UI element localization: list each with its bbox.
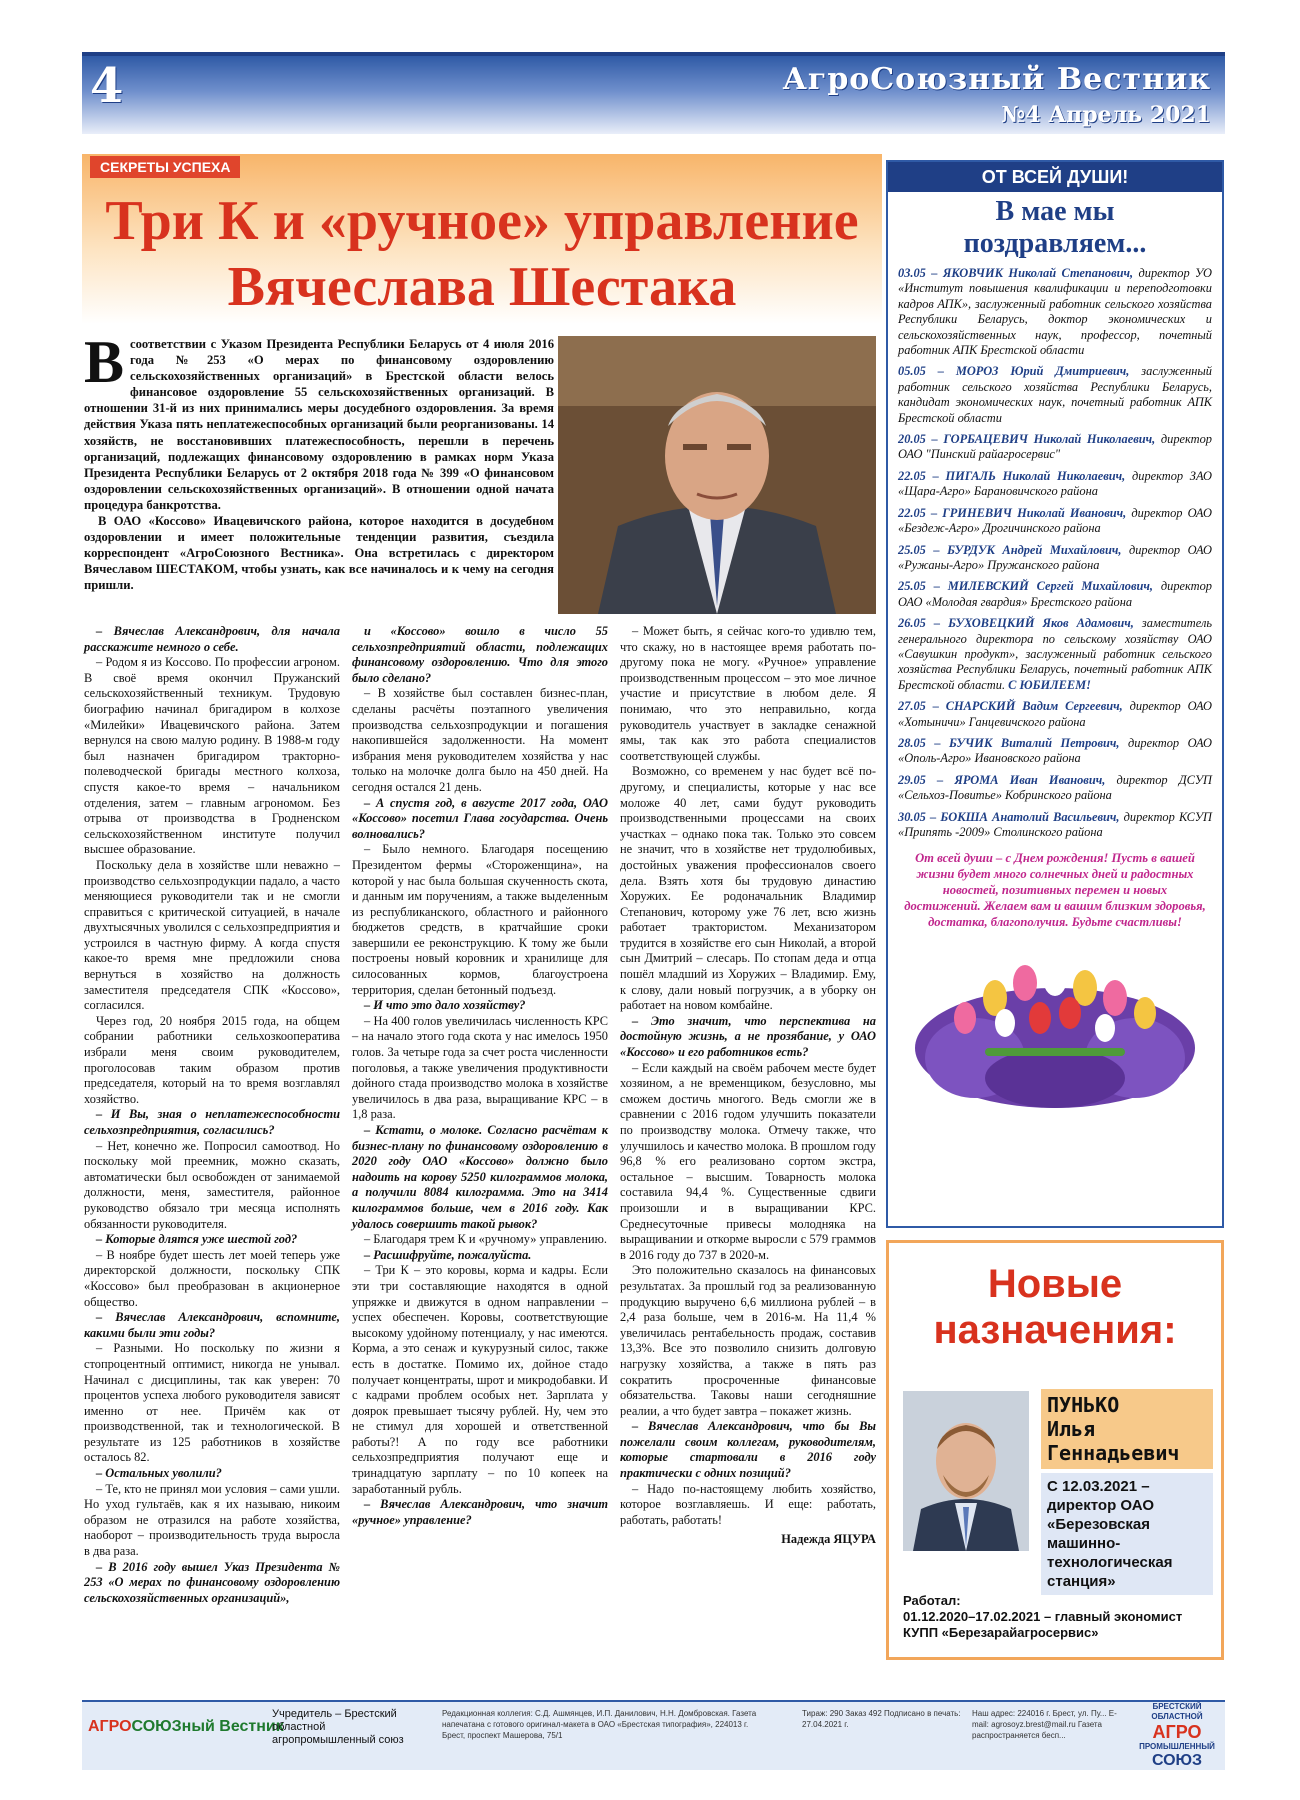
greetings-wish: От всей души – с Днем рождения! Пусть в вашей жизни будет много солнечных дней и радостных новостей, позитивных перемен и новых достижений. Желаем вам и вашим близким здоровья, достатка, благополучия. Будьте счастливы! xyxy=(904,851,1206,930)
greeting-item xyxy=(898,506,1212,537)
greeting-date-name: 30.05 – БОКША Анатолий Васильевич, xyxy=(898,809,1120,824)
interview-question: – В 2016 году вышел Указ Президента № 253 «О мерах по финансовому оздоровлению сельскохозяйственных организаций», xyxy=(84,1559,340,1605)
interview-question: и «Коссово» вошло в число 55 сельхозпредприятий области, подлежащих финансовому оздоровлению. Что для этого было сделано? xyxy=(352,624,608,685)
interview-question: – Расшифруйте, пожалуйста. xyxy=(364,1247,532,1262)
interview-question: – Остальных уволили? xyxy=(96,1466,222,1481)
interview-paragraph: Возможно, со временем у нас будет всё по-другому, и специалисты, которые у нас все моложе 40 лет, сами будут руководить производственными процессами на своих участках – однако пока так. Только это совсем не значит, что в хозяйстве нет трудолюбивых, достойных уважения профессионалов своего дела. Взять хотя бы трудовую династию Хоружих. Ее родоначальник Владимир Степанович, которому уже 76 лет, всю жизнь работает трактористом. Механизатором трудится в хозяйстве его сын Николай, а второй сын Дмитрий – слесарь. По стопам деда и отца пошёл младший из Хоружих – Владимир. Ему, к слову, дали новый погрузчик, а в уборку он работает на новом комбайне. xyxy=(620,764,876,1013)
footer-logo xyxy=(88,1718,284,1736)
union-logo-line-3: ПРОМЫШЛЕННЫЙ xyxy=(1139,1742,1215,1751)
headline-line-2: Вячеслава Шестака xyxy=(227,256,737,318)
greeting-item xyxy=(898,432,1212,463)
interview-paragraph: – В хозяйстве был составлен бизнес-план, сделаны расчёты поэтапного увеличения производства сельхозпродукции и погашения накопившейся задолженности. На момент избрания меня руководителем хозяйства у нас только на молочке долга было на 450 дней. На сегодня остался 21 день. xyxy=(352,686,608,794)
interview-paragraph: – Благодаря трем К и «ручному» управлению. xyxy=(364,1232,608,1247)
interview-question: – И Вы, зная о неплатежеспособности сельхозпредприятия, согласились? xyxy=(84,1107,340,1137)
appointee-position: С 12.03.2021 – директор ОАО «Березовская машинно-технологическая станция» xyxy=(1041,1473,1213,1595)
union-logo-line-4: СОЮЗ xyxy=(1151,1752,1203,1769)
newspaper-title: АгроСоюзный Вестник xyxy=(782,62,1211,97)
interview-paragraph: – Надо по-настоящему любить хозяйство, которое возглавляешь. И еще: работать, работать, работать! xyxy=(620,1481,876,1527)
greeting-date-name: 25.05 – БУРДУК Андрей Михайлович, xyxy=(898,542,1122,557)
greeting-description: директор ОАО «Хотыничи» Ганцевичского района xyxy=(898,699,1212,729)
interview-question: – Вячеслав Александрович, вспомните, какими были эти годы? xyxy=(84,1310,340,1340)
interview-paragraph: – Три К – это коровы, корма и кадры. Если эти три составляющие находятся в одной упряжке и движутся в одном направлении – успех обеспечен. Коровы, соответствующие высокому удойному потенциалу, у нас имеются. Корма, а это сенаж и кукурузный силос, также есть в достатке. Помимо их, дойное стадо получает концентраты, шрот и микродобавки. И с кадрами проблем особых нет. Зарплата у доярок превышает тысячу рублей. Ну, чем это не стимул для хорошей и ответственной работы?! А по году все работники сельхозпредприятия получают еще и тринадцатую зарплату – по 10 копеек на заработанный рубль. xyxy=(352,1263,608,1496)
greeting-date-name: 05.05 – МОРОЗ Юрий Дмитриевич, xyxy=(898,364,1130,379)
greeting-date-name: 25.05 – МИЛЕВСКИЙ Сергей Михайлович, xyxy=(898,579,1154,594)
greeting-date-name: 28.05 – БУЧИК Виталий Петрович, xyxy=(898,735,1120,750)
article-column-2 xyxy=(352,624,608,1528)
article-headline xyxy=(82,188,882,320)
appointee-photo xyxy=(903,1391,1029,1551)
interview-paragraph: Поскольку дела в хозяйстве шли неважно – производство сельхозпродукции падало, а часто меняющиеся руководители так и не смогли справиться с критической ситуацией, в начале двухтысячных уволился с сельхозпредприятия и устроился в частную фирму. А когда спустя какое-то время мне предложили снова вернуться в хозяйство на должность заместителя председателя СПК «Коссово», согласился. xyxy=(84,857,341,1013)
author-signature: Надежда ЯЦУРА xyxy=(781,1532,876,1547)
interview-question: – Вячеслав Александрович, для начала расскажите немного о себе. xyxy=(84,624,340,654)
greeting-item xyxy=(898,773,1212,804)
greeting-description: директор ОАО "Пинский райагросервис" xyxy=(898,432,1212,462)
footer-founder: Учредитель – Брестский областной агропромышленный союз xyxy=(272,1708,404,1746)
appointments-title-line-2: назначения: xyxy=(933,1308,1177,1352)
page-footer xyxy=(82,1700,1225,1770)
article-columns xyxy=(84,624,876,1674)
interview-paragraph: Это положительно сказалось на финансовых результатах. За прошлый год за реализованную продукцию выручено 6,6 миллиона рублей – в 2,4 раза больше, чем в 2016-м. На 11,4 % увеличилась рентабельность продаж, составив 13,3%. Все это позволило снизить долговую нагрузку хозяйства, а также в пять раз сократить просроченные финансовые обязательства. Таковы наши сегодняшние реалии, а что будет завтра – покажет жизнь. xyxy=(620,1263,876,1418)
greeting-description: директор УО «Институт повышения квалификации и переподготовки кадров АПК», заслуженный работник сельского хозяйства Республики Беларусь, доктор экономических и сельскохозяйственных наук, профессор, почетный работник АПК Брестской области xyxy=(898,266,1213,358)
interview-paragraph: – Родом я из Коссово. По профессии агроном. В своё время окончил Пружанский сельскохозяйственный техникум. Трудовую биографию начинал бригадиром в колхозе «Милейки» Ивацевичского района. Затем вернулся на свою малую родину. В 1988-м году был назначен бригадиром тракторно-полеводческой бригады местного колхоза, спустя какое-то время – начальником отделения, затем – главным агрономом. Без отрыва от производства в Гродненском сельскохозяйственном институте получил высшее образование. xyxy=(84,655,340,857)
interview-paragraph: – Было немного. Благодаря посещению Президентом фермы «Стороженщина», на которой у нас была большая скученность скота, и данным им поручениям, а также выделенным из республиканского, областного и районного бюджетов средств, в кратчайшие сроки завершили ее реконструкцию. К тому же были построены новый коровник и хранилище для силосованных кормов, благоустроена территория, сделан бетонный подъезд. xyxy=(352,842,608,997)
greeting-date-name: 27.05 – СНАРСКИЙ Вадим Сергеевич, xyxy=(898,699,1123,714)
greeting-description: директор ОАО «Ружаны-Агро» Пружанского района xyxy=(898,542,1212,572)
appointee-name xyxy=(1041,1389,1213,1469)
interview-paragraph: – Те, кто не принял мои условия – сами ушли. Но уход гультаёв, как я их называю, никоим образом не отразился на работе хозяйства, наоборот – производительность труда выросла в два раза. xyxy=(84,1481,340,1559)
greeting-description: заместитель генерального директора по сельскому хозяйству ОАО «Савушкин продукт», заслуженный работник сельского хозяйства Республики Беларусь, почетный работник АПК Брестской области. xyxy=(898,616,1212,692)
appointments-title-line-1: Новые xyxy=(987,1262,1123,1306)
greeting-description: директор ДСУП «Сельхоз-Повитье» Кобринского района xyxy=(898,772,1212,803)
article-intro xyxy=(84,329,554,594)
headline-band xyxy=(82,154,882,324)
footer-logo-agro: АГРО xyxy=(88,1718,132,1735)
interview-question: – А спустя год, в августе 2017 года, ОАО «Коссово» посетил Глава государства. Очень волновались? xyxy=(352,795,608,841)
greeting-item xyxy=(898,579,1212,610)
director-portrait-image xyxy=(558,336,876,614)
dropcap: В xyxy=(84,329,125,395)
page-header xyxy=(82,52,1225,134)
appointee-portrait-image xyxy=(903,1391,1029,1551)
interview-question: – И что это дало хозяйству? xyxy=(364,998,526,1013)
appointments-panel xyxy=(886,1240,1224,1660)
interview-paragraph: – В ноябре будет шесть лет моей теперь уже директорской должности, поскольку СПК «Коссово» был преобразован в акционерное общество. xyxy=(84,1247,340,1309)
greeting-date-name: 20.05 – ГОРБАЦЕВИЧ Николай Николаевич, xyxy=(898,432,1156,447)
appointee-previous-work xyxy=(903,1593,1215,1641)
director-photo xyxy=(558,336,876,614)
flower-bouquet-image xyxy=(905,938,1205,1108)
intro-paragraph-1: соответствии с Указом Президента Республики Беларусь от 4 июля 2016 года №253 «О мерах по финансовому оздоровлению сельскохозяйственных организаций» в Брестской области велось финансовое оздоровление 55 сельскохозяйственных организаций. В отношении 31-й из них принимались меры досудебного оздоровления. За время действия Указа пять неплатежеспособных организаций были реорганизованы. 14 хозяйств, не восстановивших платежеспособность, перешли в перечень организаций, подлежащих финансовому оздоровлению в рамках норм Указа Президента Республики Беларусь от 2 октября 2018 года № 399 «О финансовом оздоровлении сельскохозяйственных организаций». В отношении одной начата процедура банкротства. xyxy=(84,337,554,512)
interview-question: – Это значит, что перспектива на достойную жизнь, а не прозябание, у ОАО «Коссово» и его работников есть? xyxy=(620,1013,876,1060)
greeting-date-name: 22.05 – ПИГАЛЬ Николай Николаевич, xyxy=(898,468,1126,483)
greeting-description: директор ОАО «Молодая гвардия» Брестского района xyxy=(898,579,1212,609)
greeting-item xyxy=(898,810,1212,841)
interview-paragraph: – Может быть, я сейчас кого-то удивлю тем, что скажу, но в настоящее время работать по-другому пока не могу. «Ручное» управление производственным процессом – это мое личное участие и присутствие в любом деле. Я понимаю, что это неправильно, когда руководитель участвует в закладке сенажной ямы, так как это работа специалистов соответствующей службы. xyxy=(620,624,876,763)
interview-question: – Вячеслав Александрович, что значит «ручное» управление? xyxy=(352,1497,608,1527)
interview-paragraph: Через год, 20 ноября 2015 года, на общем собрании работники сельхозкооператива избрали меня своим руководителем, проголосовав таким образом против председателя, который на то время возглавлял хозяйство. xyxy=(84,1013,340,1106)
greeting-item xyxy=(898,736,1212,767)
interview-question: – Кстати, о молоке. Согласно расчётам к бизнес-плану по финансовому оздоровлению в 2020 году ОАО «Коссово» должно было надоить на корову 5250 килограммов молока, а получили 8084 килограмма. Это на 3414 килограммов больше, чем в 2016 году. Как удалось совершить такой рывок? xyxy=(352,1123,608,1231)
interview-paragraph: – Если каждый на своём рабочем месте будет хозяином, а не временщиком, безусловно, мы сможем достичь многого. Ведь смогли же в сравнении с 2016 годом улучшить показатели по производству молока. Отмечу также, что улучшилось и качество молока. В прошлом году 96,8 % его реализовано сортом экстра, остальное – высшим. Товарность молока составила 94,4 %. Существенные сдвиги произошли и в выращивании КРС. Среднесуточные привесы молодняка на выращивании и откорме выросли с 579 граммов в 2016 году до 737 в 2020-м. xyxy=(620,1060,876,1262)
greetings-header: ОТ ВСЕЙ ДУШИ! xyxy=(888,162,1222,192)
union-logo xyxy=(1132,1702,1222,1772)
interview-paragraph: – На 400 голов увеличилась численность КРС – на начало этого года скота у нас имелось 1950 голов. За четыре года за счет роста численности поголовья, а также увеличения продуктивности дойного стада производство молока в хозяйстве увеличилось в два раза, выращивание КРС – в 1,8 раза. xyxy=(352,1013,608,1122)
appointments-title xyxy=(889,1261,1221,1353)
greeting-date-name: 22.05 – ГРИНЕВИЧ Николай Иванович, xyxy=(898,505,1127,520)
appointee-first-name: Илья xyxy=(1047,1417,1096,1441)
greeting-date-name: 26.05 – БУХОВЕЦКИЙ Яков Адамович, xyxy=(898,616,1134,631)
appointee-patronymic: Геннадьевич xyxy=(1047,1441,1180,1465)
greeting-date-name: 03.05 – ЯКОВЧИК Николай Степанович, xyxy=(898,266,1134,280)
greeting-item xyxy=(898,364,1212,426)
interview-paragraph: – Разными. Но поскольку по жизни я стопроцентный оптимист, никогда не унывал. Начинал с дисциплины, так как уверен: 70 процентов успеха любого руководителя зависят именно от нее. Причём как от производственной, так и технологической. В результате из 125 работников в хозяйстве осталось 82. xyxy=(84,1341,340,1465)
greeting-description: директор КСУП «Припять -2009» Столинского района xyxy=(898,809,1212,839)
greeting-item xyxy=(898,266,1212,358)
greeting-description: директор ОАО «Ополь-Агро» Ивановского района xyxy=(898,735,1212,766)
greeting-description: директор ОАО «Бездеж-Агро» Дрогичинского района xyxy=(898,505,1212,536)
interview-paragraph: – Нет, конечно же. Попросил самоотвод. Но поскольку мой преемник, можно сказать, автоматически был освобожден от занимаемой должности, меня, заместителя, районное руководство обязало три месяца исполнять обязанности руководителя. xyxy=(84,1138,340,1231)
worked-text: 01.12.2020–17.02.2021 – главный экономист КУПП «Березарайагросервис» xyxy=(903,1609,1183,1640)
appointee-surname: ПУНЬКО xyxy=(1047,1393,1120,1417)
greetings-title-line-1: В мае мы xyxy=(995,196,1115,227)
rubric-label: СЕКРЕТЫ УСПЕХА xyxy=(90,156,240,178)
greeting-item xyxy=(898,469,1212,500)
greeting-item xyxy=(898,616,1212,693)
issue-label: №4 Апрель 2021 xyxy=(1001,102,1211,128)
worked-label: Работал: xyxy=(903,1593,961,1608)
greetings-title xyxy=(888,196,1222,260)
greetings-panel xyxy=(886,160,1224,1228)
headline-line-1: Три К и «ручное» управление xyxy=(105,190,859,252)
greeting-description: директор ЗАО «Щара-Агро» Барановичского района xyxy=(898,468,1212,499)
footer-editorial: Редакционная коллегия: С.Д. Ашмянцев, И.П. Данилович, Н.Н. Домбровская. Газета напечатана с готового оригинал-макета в ОАО «Брестская типография», 224013 г. Брест, проспект Машерова, 75/1 xyxy=(442,1709,757,1740)
footer-logo-rest: СОЮЗный Вестник xyxy=(131,1718,284,1735)
greetings-list xyxy=(888,260,1222,840)
greeting-item xyxy=(898,699,1212,730)
union-logo-line-1: БРЕСТСКИЙ ОБЛАСТНОЙ xyxy=(1151,1702,1203,1721)
intro-paragraph-2: В ОАО «Коссово» Ивацевичского района, которое находится в досудебном оздоровлении и имеет положительные тенденции развития, съездила корреспондент «АгроСоюзного Вестника». Она встретилась с директором Вячеславом ШЕСТАКОМ, чтобы узнать, как все начиналось и к чему на сегодня пришли. xyxy=(84,514,554,593)
article-column-3 xyxy=(620,624,876,1548)
union-logo-line-2: АГРО xyxy=(1152,1722,1202,1742)
page-number: 4 xyxy=(90,58,124,114)
greeting-date-name: 29.05 – ЯРОМА Иван Иванович, xyxy=(898,772,1106,787)
greeting-item xyxy=(898,543,1212,574)
interview-question: – Которые длятся уже шестой год? xyxy=(96,1232,298,1247)
interview-question: – Вячеслав Александрович, что бы Вы пожелали своим коллегам, руководителям, которые стартовали в 2016 году практически с одних позиций? xyxy=(620,1419,876,1481)
footer-address: Наш адрес: 224016 г. Брест, ул. Пу... E-mail: agrosoyz.brest@mail.ru Газета распространяется бесп... xyxy=(972,1709,1117,1740)
greeting-description: заслуженный работник сельского хозяйства Республики Беларусь, кандидат экономических наук, почетный работник АПК Брестской области xyxy=(898,364,1212,425)
footer-print-info: Тираж: 290 Заказ 492 Подписано в печать: 27.04.2021 г. xyxy=(802,1709,961,1729)
article-column-1 xyxy=(84,624,340,1606)
jubilee-label: С ЮБИЛЕЕМ! xyxy=(1008,677,1091,692)
greetings-title-line-2: поздравляем... xyxy=(963,228,1147,259)
